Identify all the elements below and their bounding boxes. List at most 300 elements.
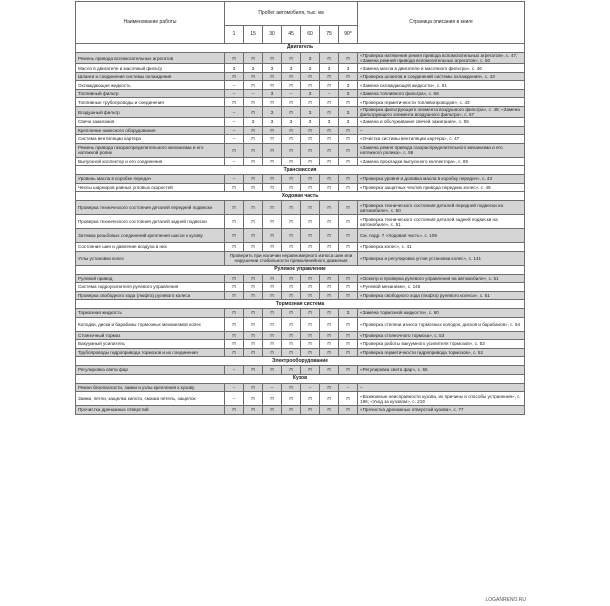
table-row bbox=[76, 72, 525, 81]
table-row bbox=[76, 143, 525, 157]
mileage-value-cell: П bbox=[339, 283, 358, 292]
mileage-value-cell: П bbox=[263, 392, 282, 406]
table-row bbox=[76, 98, 525, 107]
watermark: LOGANRENO.RU bbox=[485, 597, 526, 603]
work-name-cell: Состояние шин и давление воздуха в них bbox=[76, 243, 225, 252]
page-reference-cell: «Замена прокладки выпускного коллектора», с. 85 bbox=[358, 157, 525, 166]
section-title: Трансмиссия bbox=[76, 166, 525, 175]
mileage-header-cell: 60 bbox=[301, 26, 320, 44]
mileage-value-cell: П bbox=[301, 81, 320, 90]
mileage-value-cell: П bbox=[244, 283, 263, 292]
mileage-value-cell: – bbox=[301, 383, 320, 392]
table-row bbox=[76, 183, 525, 192]
work-name-cell: Топливный фильтр bbox=[76, 89, 225, 98]
mileage-value-cell: З bbox=[339, 89, 358, 98]
table-row bbox=[76, 175, 525, 184]
page-reference-cell: «Возможные неисправности кузова, их причины и способы устранения», с. 196; «Уход за кузовом», с. 219 bbox=[358, 392, 525, 406]
mileage-value-cell: П bbox=[244, 98, 263, 107]
table-row bbox=[76, 291, 525, 300]
mileage-value-cell: П bbox=[263, 309, 282, 318]
mileage-value-cell: П bbox=[320, 406, 339, 415]
mileage-value-cell: П bbox=[320, 366, 339, 375]
mileage-value-cell: П bbox=[225, 243, 244, 252]
mileage-value-cell: П bbox=[282, 175, 301, 184]
mileage-value-cell: П bbox=[225, 72, 244, 81]
table-row bbox=[76, 157, 525, 166]
mileage-value-cell: П bbox=[301, 291, 320, 300]
mileage-value-cell: – bbox=[263, 383, 282, 392]
mileage-value-cell: П bbox=[320, 274, 339, 283]
mileage-value-cell: З bbox=[301, 64, 320, 73]
mileage-value-cell: – bbox=[225, 157, 244, 166]
table-row bbox=[76, 274, 525, 283]
mileage-value-cell: П bbox=[282, 383, 301, 392]
mileage-value-cell: П bbox=[301, 366, 320, 375]
mileage-value-cell: П bbox=[301, 135, 320, 144]
mileage-header-cell: 15 bbox=[244, 26, 263, 44]
mileage-value-cell: П bbox=[301, 229, 320, 243]
mileage-value-cell: З bbox=[282, 64, 301, 73]
mileage-value-cell: П bbox=[320, 53, 339, 64]
table-row bbox=[76, 81, 525, 90]
column-header-work: Наименование работы bbox=[76, 2, 225, 44]
work-name-cell: Тормозная жидкость bbox=[76, 309, 225, 318]
mileage-value-cell: П bbox=[339, 215, 358, 229]
mileage-value-cell: П bbox=[244, 331, 263, 340]
mileage-value-cell: П bbox=[282, 106, 301, 117]
mileage-value-cell: П bbox=[244, 309, 263, 318]
section-header-row bbox=[76, 44, 525, 53]
mileage-value-cell: П bbox=[225, 215, 244, 229]
page-reference-cell: «Проверка шлангов и соединений системы охлаждения», с. 43 bbox=[358, 72, 525, 81]
mileage-value-cell: П bbox=[320, 243, 339, 252]
mileage-value-cell: П bbox=[244, 126, 263, 135]
table-row bbox=[76, 383, 525, 392]
mileage-value-cell: П bbox=[339, 229, 358, 243]
table-row bbox=[76, 392, 525, 406]
work-name-cell: Выпускной коллектор и его соединения bbox=[76, 157, 225, 166]
mileage-value-cell: П bbox=[282, 126, 301, 135]
mileage-value-cell: З bbox=[244, 118, 263, 127]
page-reference-cell: «Осмотр и проверка рулевого управления на автомобиле», с. 51 bbox=[358, 274, 525, 283]
mileage-value-cell: П bbox=[263, 291, 282, 300]
mileage-value-cell: П bbox=[282, 143, 301, 157]
page-reference-cell: «Проверка свободного хода (люфта) рулевого колеса», с. 51 bbox=[358, 291, 525, 300]
mileage-value-cell: П bbox=[282, 135, 301, 144]
mileage-value-cell: П bbox=[320, 340, 339, 349]
mileage-value-cell: П bbox=[339, 183, 358, 192]
mileage-value-cell: П bbox=[320, 317, 339, 331]
mileage-value-cell: П bbox=[263, 183, 282, 192]
mileage-value-cell: П bbox=[263, 53, 282, 64]
mileage-value-cell: – bbox=[339, 383, 358, 392]
section-title: Электрооборудование bbox=[76, 357, 525, 366]
mileage-value-cell: – bbox=[225, 106, 244, 117]
mileage-value-cell: – bbox=[225, 126, 244, 135]
mileage-value-cell: – bbox=[282, 89, 301, 98]
mileage-value-cell: П bbox=[244, 291, 263, 300]
work-name-cell: Ремни безопасности, замки и узлы крепления к кузову bbox=[76, 383, 225, 392]
mileage-value-cell: П bbox=[263, 366, 282, 375]
section-title: Двигатель bbox=[76, 44, 525, 53]
mileage-value-cell: П bbox=[225, 309, 244, 318]
page-reference-cell: «Рулевой механизм», с. 146 bbox=[358, 283, 525, 292]
page-reference-cell: «Очистка системы вентиляции картера», с. 47 bbox=[358, 135, 525, 144]
mileage-value-cell: П bbox=[301, 348, 320, 357]
mileage-value-cell: П bbox=[301, 331, 320, 340]
mileage-value-cell: П bbox=[301, 201, 320, 215]
mileage-value-cell: П bbox=[282, 392, 301, 406]
mileage-value-cell: П bbox=[263, 243, 282, 252]
mileage-value-cell: П bbox=[244, 157, 263, 166]
mileage-value-cell: П bbox=[320, 175, 339, 184]
page-reference-cell: «Замена топливного фильтра», с. 58 bbox=[358, 89, 525, 98]
page-reference-cell: – bbox=[358, 126, 525, 135]
mileage-value-cell: П bbox=[320, 201, 339, 215]
mileage-value-cell: П bbox=[301, 72, 320, 81]
mileage-value-cell: П bbox=[244, 340, 263, 349]
page-reference-cell: «Проверка натяжения ремня привода вспомогательных агрегатов», с. 47; «Замена ремней привода вспомогательных агрегатов», с. 50 bbox=[358, 53, 525, 64]
work-name-cell: Колодки, диски и барабаны тормозных механизмов колес bbox=[76, 317, 225, 331]
mileage-value-cell: П bbox=[225, 229, 244, 243]
mileage-value-cell: П bbox=[282, 309, 301, 318]
mileage-value-cell: П bbox=[263, 72, 282, 81]
page-reference-cell: «Замена охлаждающей жидкости», с. 61 bbox=[358, 81, 525, 90]
section-title: Рулевое управление bbox=[76, 265, 525, 274]
work-name-cell: Шланги и соединения системы охлаждения bbox=[76, 72, 225, 81]
mileage-value-cell: П bbox=[339, 348, 358, 357]
mileage-value-cell: П bbox=[263, 348, 282, 357]
mileage-value-cell: П bbox=[320, 143, 339, 157]
mileage-value-cell: П bbox=[263, 406, 282, 415]
work-name-cell: Охлаждающая жидкость bbox=[76, 81, 225, 90]
mileage-value-cell: П bbox=[244, 175, 263, 184]
mileage-value-cell: П bbox=[244, 229, 263, 243]
mileage-value-cell: П bbox=[225, 340, 244, 349]
mileage-value-cell: П bbox=[244, 317, 263, 331]
mileage-value-cell: – bbox=[244, 89, 263, 98]
table-row bbox=[76, 331, 525, 340]
mileage-value-cell: П bbox=[301, 283, 320, 292]
mileage-value-cell: З bbox=[263, 106, 282, 117]
page-reference-cell: «Проверка герметичности гидропривода тормозов», с. 52 bbox=[358, 348, 525, 357]
work-name-cell: Трубопроводы гидропривода тормозов и их соединения bbox=[76, 348, 225, 357]
mileage-value-cell: П bbox=[339, 143, 358, 157]
mileage-header-cell: 30 bbox=[263, 26, 282, 44]
mileage-value-cell: П bbox=[244, 366, 263, 375]
section-header-row bbox=[76, 357, 525, 366]
section-header-row bbox=[76, 300, 525, 309]
mileage-value-cell: П bbox=[301, 126, 320, 135]
mileage-value-cell: – bbox=[320, 89, 339, 98]
mileage-value-cell: П bbox=[282, 53, 301, 64]
mileage-value-cell: П bbox=[320, 331, 339, 340]
page-reference-cell: «Проверка уровня и доливка масла в коробку передач», с. 43 bbox=[358, 175, 525, 184]
mileage-value-cell: П bbox=[282, 348, 301, 357]
table-row bbox=[76, 53, 525, 64]
mileage-value-cell: П bbox=[301, 406, 320, 415]
mileage-note-cell: Проверить при наличии неравномерного износа шин или нарушении стабильности прямолинейного движения bbox=[225, 251, 358, 265]
section-header-row bbox=[76, 192, 525, 201]
section-title: Тормозная система bbox=[76, 300, 525, 309]
section-title: Кузов bbox=[76, 374, 525, 383]
page-reference-cell: «Прочистка дренажных отверстий кузова», с. 77 bbox=[358, 406, 525, 415]
mileage-value-cell: П bbox=[225, 143, 244, 157]
mileage-value-cell: П bbox=[282, 243, 301, 252]
mileage-value-cell: П bbox=[320, 81, 339, 90]
page-reference-cell: «Замена ремня привода газораспределительного механизма и его натяжного ролика», с. 59 bbox=[358, 143, 525, 157]
work-name-cell: Крепление навесного оборудования bbox=[76, 126, 225, 135]
mileage-value-cell: П bbox=[263, 126, 282, 135]
page-reference-cell: «Замена масла в двигателе и масляного фильтра», с. 46 bbox=[358, 64, 525, 73]
mileage-value-cell: П bbox=[320, 348, 339, 357]
mileage-value-cell: З bbox=[225, 64, 244, 73]
table-row bbox=[76, 243, 525, 252]
work-name-cell: Стояночный тормоз bbox=[76, 331, 225, 340]
work-name-cell: Проверка технического состояния деталей задней подвески bbox=[76, 215, 225, 229]
mileage-value-cell: П bbox=[244, 274, 263, 283]
section-header-row bbox=[76, 166, 525, 175]
mileage-value-cell: П bbox=[282, 215, 301, 229]
table-row bbox=[76, 201, 525, 215]
work-name-cell: Система гидроусилителя рулевого управления bbox=[76, 283, 225, 292]
table-row bbox=[76, 126, 525, 135]
mileage-value-cell: – bbox=[225, 175, 244, 184]
mileage-value-cell: П bbox=[339, 157, 358, 166]
page-reference-cell: «Проверка работы вакуумного усилителя тормозов», с. 53 bbox=[358, 340, 525, 349]
mileage-value-cell: З bbox=[339, 81, 358, 90]
mileage-value-cell: П bbox=[320, 283, 339, 292]
mileage-value-cell: П bbox=[301, 157, 320, 166]
mileage-value-cell: П bbox=[244, 383, 263, 392]
mileage-value-cell: З bbox=[301, 89, 320, 98]
mileage-value-cell: П bbox=[320, 383, 339, 392]
work-name-cell: Прочистка дренажных отверстий bbox=[76, 406, 225, 415]
table-body bbox=[76, 44, 525, 415]
work-name-cell: Система вентиляции картера bbox=[76, 135, 225, 144]
mileage-value-cell: П bbox=[339, 406, 358, 415]
page-reference-cell: «Проверка защитных чехлов привода передних колес», с. 49 bbox=[358, 183, 525, 192]
mileage-value-cell: П bbox=[225, 201, 244, 215]
mileage-value-cell: П bbox=[339, 392, 358, 406]
page-reference-cell: – bbox=[358, 383, 525, 392]
mileage-value-cell: П bbox=[301, 183, 320, 192]
table-row bbox=[76, 406, 525, 415]
mileage-value-cell: П bbox=[301, 175, 320, 184]
mileage-value-cell: П bbox=[244, 348, 263, 357]
mileage-value-cell: П bbox=[339, 126, 358, 135]
mileage-value-cell: П bbox=[301, 392, 320, 406]
mileage-value-cell: П bbox=[263, 98, 282, 107]
page-reference-cell: «Проверка технического состояния деталей передней подвески на автомобиле», с. 50 bbox=[358, 201, 525, 215]
mileage-value-cell: П bbox=[244, 406, 263, 415]
mileage-value-cell: П bbox=[339, 366, 358, 375]
table-row bbox=[76, 118, 525, 127]
mileage-value-cell: П bbox=[244, 243, 263, 252]
mileage-value-cell: П bbox=[301, 243, 320, 252]
mileage-value-cell: П bbox=[339, 291, 358, 300]
mileage-value-cell: – bbox=[225, 135, 244, 144]
maintenance-table bbox=[75, 1, 525, 415]
page-reference-cell: «Проверка стояночного тормоза», с. 53 bbox=[358, 331, 525, 340]
mileage-value-cell: – bbox=[225, 118, 244, 127]
work-name-cell: Затяжка резьбовых соединений крепления шасси к кузову bbox=[76, 229, 225, 243]
page-reference-cell: «Проверка фильтрующего элемента воздушного фильтра», с. 48; «Замена фильтрующего элемента воздушного фильтра», с. 57 bbox=[358, 106, 525, 117]
mileage-value-cell: П bbox=[225, 98, 244, 107]
mileage-value-cell: З bbox=[263, 89, 282, 98]
mileage-value-cell: П bbox=[225, 406, 244, 415]
mileage-header-cell: 1 bbox=[225, 26, 244, 44]
mileage-value-cell: З bbox=[244, 64, 263, 73]
mileage-value-cell: П bbox=[282, 331, 301, 340]
mileage-value-cell: П bbox=[282, 283, 301, 292]
mileage-value-cell: П bbox=[320, 126, 339, 135]
page-reference-cell: «Проверка и регулировка углов установки колес», с. 141 bbox=[358, 251, 525, 265]
mileage-value-cell: П bbox=[282, 406, 301, 415]
mileage-header-cell: 45 bbox=[282, 26, 301, 44]
mileage-value-cell: П bbox=[225, 291, 244, 300]
page-reference-cell: «Проверка степени износа тормозных колодок, дисков и барабанов», с. 54 bbox=[358, 317, 525, 331]
work-name-cell: Замки, петли, защелка капота, смазка петель, защелок bbox=[76, 392, 225, 406]
mileage-value-cell: П bbox=[263, 201, 282, 215]
mileage-value-cell: П bbox=[282, 98, 301, 107]
mileage-value-cell: П bbox=[282, 72, 301, 81]
page-reference-cell: См. подр. 7 «Ходовая часть», с. 109 bbox=[358, 229, 525, 243]
work-name-cell: Топливные трубопроводы и соединения bbox=[76, 98, 225, 107]
mileage-value-cell: З bbox=[301, 118, 320, 127]
mileage-value-cell: – bbox=[225, 366, 244, 375]
mileage-value-cell: П bbox=[244, 201, 263, 215]
page-reference-cell: «Проверка герметичности топливопроводов», с. 43 bbox=[358, 98, 525, 107]
mileage-value-cell: П bbox=[339, 98, 358, 107]
mileage-value-cell: П bbox=[282, 183, 301, 192]
mileage-value-cell: – bbox=[225, 392, 244, 406]
mileage-value-cell: П bbox=[282, 201, 301, 215]
mileage-value-cell: П bbox=[244, 72, 263, 81]
mileage-value-cell: – bbox=[225, 89, 244, 98]
work-name-cell: Свечи зажигания bbox=[76, 118, 225, 127]
mileage-value-cell: П bbox=[263, 331, 282, 340]
work-name-cell: Чехлы шарниров равных угловых скоростей bbox=[76, 183, 225, 192]
mileage-value-cell: П bbox=[301, 340, 320, 349]
work-name-cell: Воздушный фильтр bbox=[76, 106, 225, 117]
page-reference-cell: «Проверка колес», с. 41 bbox=[358, 243, 525, 252]
mileage-value-cell: П bbox=[244, 81, 263, 90]
mileage-value-cell: П bbox=[263, 274, 282, 283]
mileage-value-cell: П bbox=[244, 135, 263, 144]
mileage-value-cell: П bbox=[225, 53, 244, 64]
mileage-value-cell: П bbox=[282, 317, 301, 331]
table-row bbox=[76, 215, 525, 229]
mileage-value-cell: П bbox=[263, 229, 282, 243]
table-row bbox=[76, 106, 525, 117]
table-row bbox=[76, 283, 525, 292]
mileage-value-cell: П bbox=[244, 183, 263, 192]
work-name-cell: Уровень масла в коробке передач bbox=[76, 175, 225, 184]
mileage-value-cell: – bbox=[225, 81, 244, 90]
mileage-value-cell: П bbox=[320, 309, 339, 318]
mileage-value-cell: П bbox=[225, 274, 244, 283]
mileage-value-cell: П bbox=[320, 98, 339, 107]
mileage-value-cell: П bbox=[263, 143, 282, 157]
table-row bbox=[76, 229, 525, 243]
mileage-value-cell: П bbox=[263, 81, 282, 90]
mileage-value-cell: П bbox=[320, 135, 339, 144]
mileage-value-cell: П bbox=[320, 157, 339, 166]
mileage-value-cell: П bbox=[320, 291, 339, 300]
mileage-value-cell: П bbox=[225, 348, 244, 357]
table-row bbox=[76, 317, 525, 331]
table-row bbox=[76, 251, 525, 265]
mileage-value-cell: П bbox=[282, 366, 301, 375]
mileage-value-cell: П bbox=[244, 53, 263, 64]
column-header-description: Страница описания в книге bbox=[358, 2, 525, 44]
mileage-value-cell: З bbox=[320, 118, 339, 127]
work-name-cell: Масло в двигателе и масляный фильтр bbox=[76, 64, 225, 73]
page-reference-cell: «Регулировка света фар», с. 55 bbox=[358, 366, 525, 375]
work-name-cell: Углы установки колес bbox=[76, 251, 225, 265]
work-name-cell: Проверка технического состояния деталей передней подвески bbox=[76, 201, 225, 215]
mileage-value-cell: П bbox=[263, 283, 282, 292]
mileage-value-cell: П bbox=[301, 309, 320, 318]
work-name-cell: Проверка свободного хода (люфта) рулевого колеса bbox=[76, 291, 225, 300]
mileage-value-cell: П bbox=[263, 317, 282, 331]
mileage-value-cell: П bbox=[225, 317, 244, 331]
mileage-value-cell: – bbox=[225, 383, 244, 392]
mileage-value-cell: П bbox=[244, 106, 263, 117]
mileage-value-cell: П bbox=[225, 331, 244, 340]
mileage-value-cell: П bbox=[263, 215, 282, 229]
table-row bbox=[76, 89, 525, 98]
mileage-value-cell: П bbox=[320, 106, 339, 117]
mileage-value-cell: П bbox=[339, 135, 358, 144]
mileage-value-cell: П bbox=[282, 157, 301, 166]
mileage-value-cell: З bbox=[320, 64, 339, 73]
page-reference-cell: «Проверка технического состояния деталей задней подвески на автомобиле», с. 51 bbox=[358, 215, 525, 229]
mileage-header-cell: 90* bbox=[339, 26, 358, 44]
mileage-value-cell: П bbox=[301, 143, 320, 157]
work-name-cell: Регулировка света фар bbox=[76, 366, 225, 375]
mileage-value-cell: П bbox=[282, 291, 301, 300]
column-header-mileage: Пробег автомобиля, тыс. км bbox=[225, 2, 358, 26]
section-header-row bbox=[76, 374, 525, 383]
work-name-cell: Ремень привода газораспределительного механизма и его натяжной ролик bbox=[76, 143, 225, 157]
mileage-value-cell: П bbox=[225, 283, 244, 292]
section-header-row bbox=[76, 265, 525, 274]
mileage-value-cell: З bbox=[282, 118, 301, 127]
page-reference-cell: «Замена и обслуживание свечей зажигания», с. 55 bbox=[358, 118, 525, 127]
mileage-value-cell: П bbox=[301, 274, 320, 283]
mileage-value-cell: П bbox=[339, 317, 358, 331]
mileage-value-cell: З bbox=[301, 106, 320, 117]
mileage-value-cell: П bbox=[339, 340, 358, 349]
mileage-value-cell: П bbox=[282, 274, 301, 283]
mileage-value-cell: П bbox=[339, 201, 358, 215]
mileage-value-cell: З bbox=[263, 64, 282, 73]
mileage-value-cell: П bbox=[320, 392, 339, 406]
mileage-value-cell: П bbox=[282, 229, 301, 243]
section-title: Ходовая часть bbox=[76, 192, 525, 201]
mileage-value-cell: П bbox=[244, 215, 263, 229]
mileage-value-cell: П bbox=[320, 215, 339, 229]
mileage-value-cell: П bbox=[263, 157, 282, 166]
mileage-value-cell: П bbox=[339, 53, 358, 64]
mileage-value-cell: З bbox=[263, 118, 282, 127]
table-row bbox=[76, 366, 525, 375]
mileage-value-cell: П bbox=[263, 135, 282, 144]
table-row bbox=[76, 135, 525, 144]
table-row bbox=[76, 64, 525, 73]
